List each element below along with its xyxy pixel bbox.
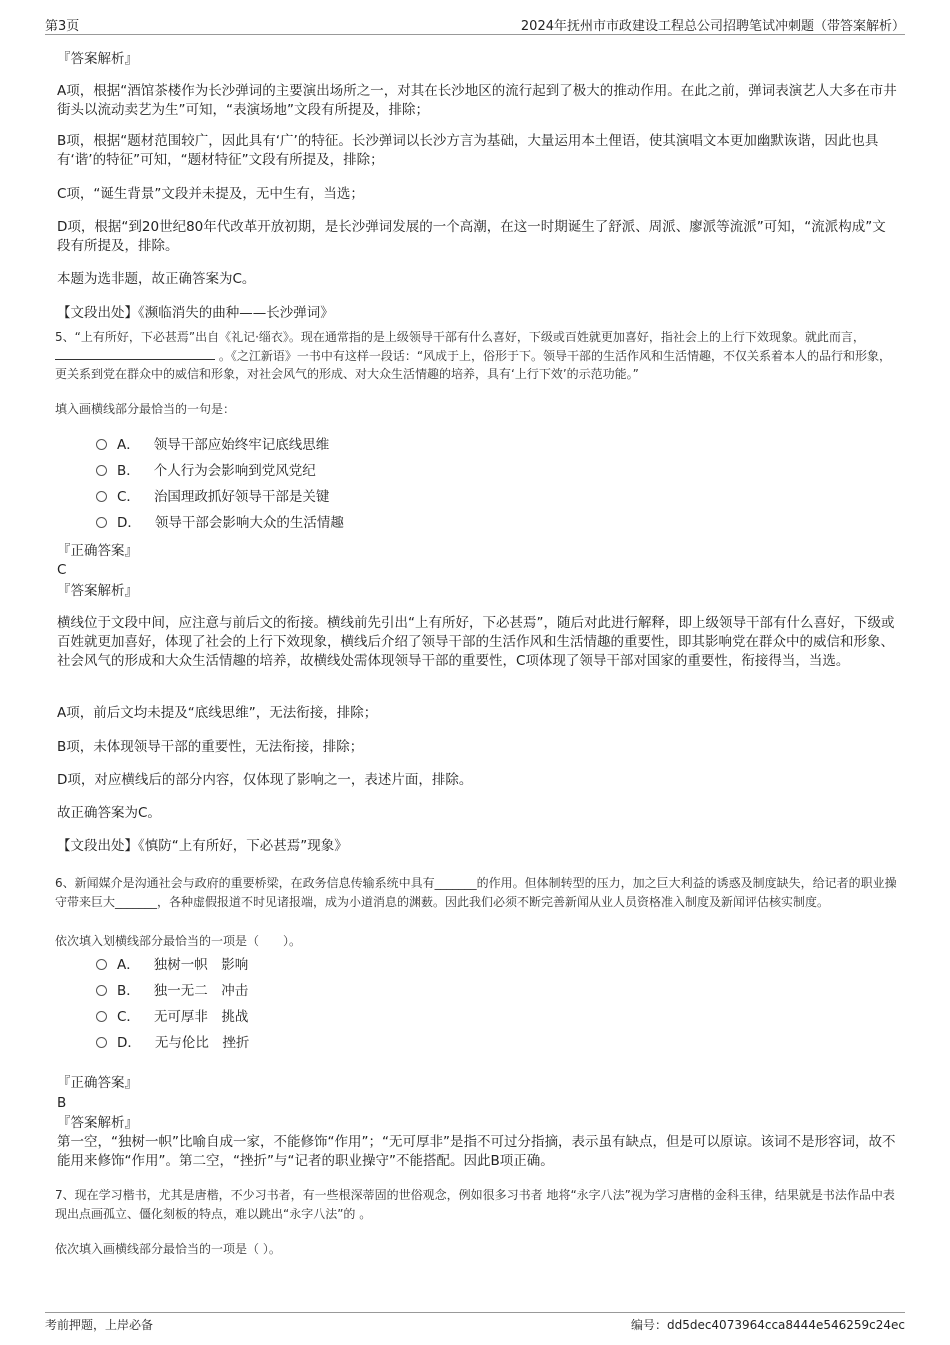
q5-analysis-d: D项，对应横线后的部分内容，仅体现了影响之一，表述片面，排除。	[57, 772, 473, 788]
q6-stem: 6、新闻媒介是沟通社会与政府的重要桥梁，在政务信息传输系统中具有_______的作用。但体制转型的压力，加之巨大利益的诱惑及制度缺失，给记者的职业操守带来巨大_______，各种虚假报道不时见诸报端，成为小道消息的渊薮。因此我们必须不断完善新闻从业人员资格准入制度及新闻评估核实制度。	[55, 876, 897, 909]
radio-icon[interactable]	[96, 1011, 107, 1022]
radio-icon[interactable]	[96, 439, 107, 450]
document-title: 2024年抚州市市政建设工程总公司招聘笔试冲刺题（带答案解析）	[520, 19, 905, 34]
q7-prompt: 依次填入画横线部分最恰当的一项是（ ）。	[55, 1242, 281, 1256]
q5-answer-label: 『正确答案』	[57, 543, 138, 559]
q5-prompt: 填入画横线部分最恰当的一句是：	[55, 402, 236, 416]
q5-blank	[55, 347, 215, 360]
q5-stem-part2: 。《之江新语》一书中有这样一段话：“风成于上，俗形于下。领导干部的生活作风和生活情趣，不仅关系着本人的品行和形象，更关系到党在群众中的威信和形象，对社会风气的形成、对大众生活情趣的培养，具有‘上行下效’的示范功能。”	[55, 348, 892, 381]
q7-stem: 7、现在学习楷书，尤其是唐楷，不少习书者，有一些根深蒂固的世俗观念，例如很多习书者 地将“永字八法”视为学习唐楷的金科玉律，结果就是书法作品中表现出点画孤立、僵化刻板的特点，难以跳出“永字八法”的 。	[55, 1188, 895, 1221]
q6-answer: B	[57, 1095, 67, 1111]
q5-option-d[interactable]: D． 领导干部会影响大众的生活情趣	[96, 512, 344, 534]
q6-option-d[interactable]: D． 无与伦比 挫折	[96, 1032, 249, 1054]
q6-option-b[interactable]: B． 独一无二 冲击	[96, 980, 248, 1002]
q5-analysis: 横线位于文段中间，应注意与前后文的衔接。横线前先引出“上有所好，下必甚焉”，随后对此进行解释，即上级领导干部有什么喜好，下级或百姓就更加喜好，体现了社会的上行下效现象，横线后介绍了领导干部的生活作风和生活情趣的重要性，即其影响党在群众中的威信和形象、社会风气的形成和大众生活情趣的培养，故横线处需体现领导干部的重要性，C项体现了领导干部对国家的重要性，衔接得当，当选。	[57, 615, 895, 669]
q4-analysis-label: 『答案解析』	[57, 51, 138, 67]
document-code	[631, 1316, 905, 1333]
q4-analysis-c: C项，“诞生背景”文段并未提及，无中生有，当选；	[57, 186, 364, 202]
q5-analysis-label: 『答案解析』	[57, 583, 138, 599]
q4-source: 【文段出处】《濒临消失的曲种——长沙弹词》	[57, 305, 334, 321]
q5-analysis-b: B项，未体现领导干部的重要性，无法衔接，排除；	[57, 739, 364, 755]
q6-analysis: 第一空，“独树一帜”比喻自成一家，不能修饰“作用”；“无可厚非”是指不可过分指摘，表示虽有缺点，但是可以原谅。该词不是形容词，故不能用来修饰“作用”。第二空，“挫折”与“记者的职业操守”不能搭配。因此B项正确。	[57, 1134, 896, 1169]
radio-icon[interactable]	[96, 491, 107, 502]
radio-icon[interactable]	[96, 985, 107, 996]
q5-answer: C	[57, 562, 67, 578]
page-number: 第3页	[45, 19, 80, 34]
radio-icon[interactable]	[96, 959, 107, 970]
radio-icon[interactable]	[96, 1037, 107, 1048]
q5-option-a[interactable]: A． 领导干部应始终牢记底线思维	[96, 434, 329, 456]
radio-icon[interactable]	[96, 465, 107, 476]
code-value: dd5dec4073964cca8444e546259c24ec	[666, 1318, 905, 1332]
q5-source: 【文段出处】《慎防“上有所好，下必甚焉”现象》	[57, 838, 348, 854]
q5-stem-part1: 5、“上有所好，下必甚焉”出自《礼记·缁衣》。现在通常指的是上级领导干部有什么喜好，下级或百姓就更加喜好，指社会上的上行下效现象。就此而言，	[55, 330, 865, 344]
q5-option-c[interactable]: C． 治国理政抓好领导干部是关键	[96, 486, 329, 508]
q6-option-c[interactable]: C． 无可厚非 挑战	[96, 1006, 248, 1028]
q6-prompt: 依次填入划横线部分最恰当的一项是（ ）。	[55, 934, 302, 948]
page-header	[45, 12, 905, 35]
page-footer	[45, 1312, 905, 1332]
q6-analysis-label: 『答案解析』	[57, 1115, 138, 1131]
q4-analysis-d: D项，根据“到20世纪80年代改革开放初期，是长沙弹词发展的一个高潮，在这一时期诞生了舒派、周派、廖派等流派”可知，“流派构成”文段有所提及，排除。	[57, 219, 886, 254]
q5-analysis-a: A项，前后文均未提及“底线思维”，无法衔接，排除；	[57, 705, 378, 721]
q6-answer-label: 『正确答案』	[57, 1075, 138, 1091]
radio-icon[interactable]	[96, 517, 107, 528]
q5-stem	[55, 328, 900, 384]
q6-option-a[interactable]: A． 独树一帜 影响	[96, 954, 248, 976]
q5-option-b[interactable]: B． 个人行为会影响到党风党纪	[96, 460, 316, 482]
footer-slogan: 考前押题，上岸必备	[45, 1318, 154, 1332]
q4-analysis-b: B项，根据“题材范围较广，因此具有‘广’的特征。长沙弹词以长沙方言为基础，大量运用本土俚语，使其演唱文本更加幽默诙谐，因此也具有‘谐’的特征”可知，“题材特征”文段有所提及，排除；	[57, 133, 879, 168]
q4-conclusion: 本题为选非题，故正确答案为C。	[57, 271, 256, 287]
q4-analysis-a: A项，根据“酒馆茶楼作为长沙弹词的主要演出场所之一，对其在长沙地区的流行起到了极大的推动作用。在此之前，弹词表演艺人大多在市井街头以流动卖艺为生”可知，“表演场地”文段有所提及，排除；	[57, 83, 897, 118]
code-label: 编号：	[630, 1318, 667, 1332]
q5-conclusion: 故正确答案为C。	[57, 805, 161, 821]
